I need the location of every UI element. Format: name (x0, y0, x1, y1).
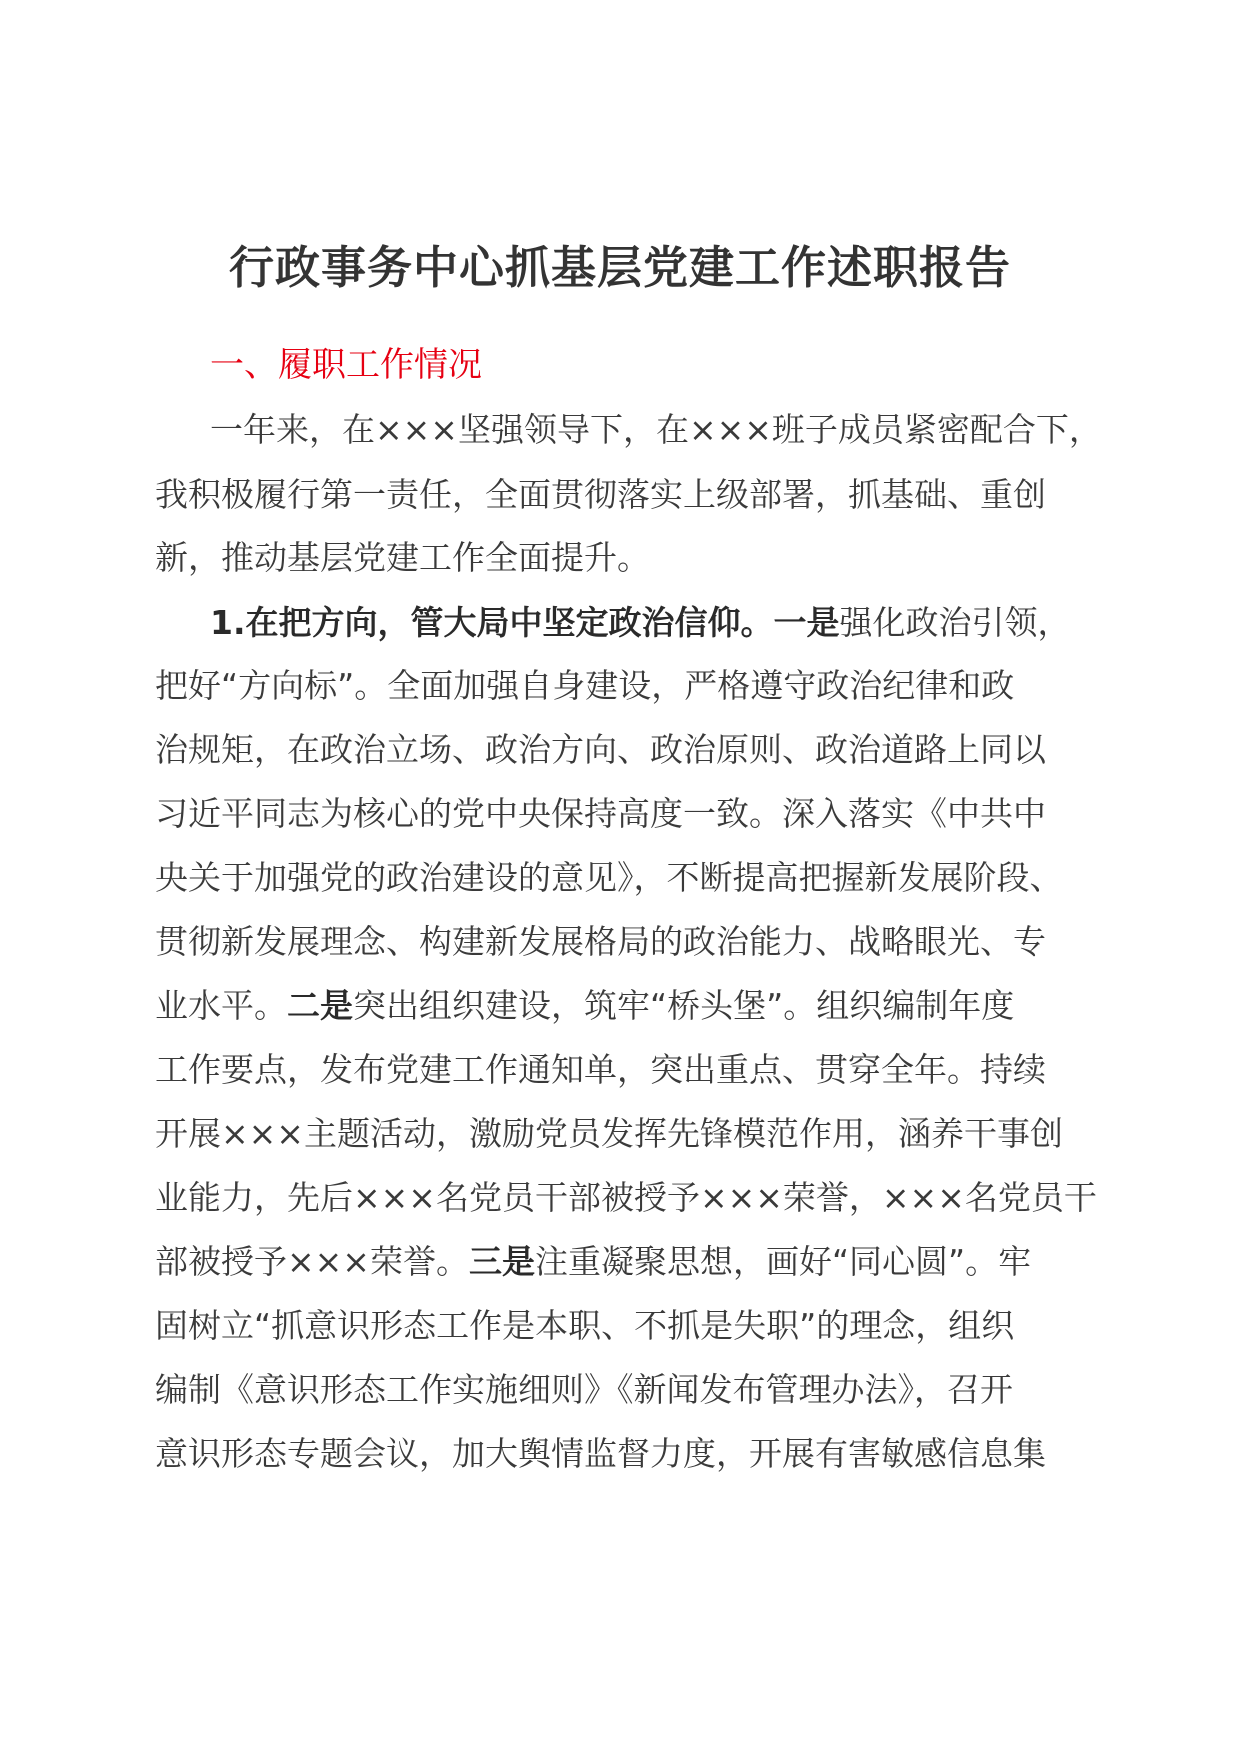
point1-line-8: 工作要点，发布党建工作通知单，突出重点、贯穿全年。持续 (155, 1050, 1046, 1089)
item2-lead: 突出组织建设，筑牢“桥头堡”。组织编制年度 (353, 986, 1015, 1025)
document-title: 行政事务中心抓基层党建工作述职报告 (228, 241, 1011, 294)
item3-lead: 注重凝聚思想，画好“同心圆”。牢 (534, 1242, 1032, 1281)
point1-line-10: 业能力，先后×××名党员干部被授予×××荣誉，×××名党员干 (155, 1178, 1097, 1217)
intro-line-2: 我积极履行第一责任，全面贯彻落实上级部署，抓基础、重创 (155, 475, 1046, 514)
intro-line-1: 一年来，在×××坚强领导下，在×××班子成员紧密配合下， (210, 410, 1102, 449)
point1-line-7 (155, 981, 1014, 1031)
item1-marker: 一是 (773, 603, 840, 642)
line7-prefix: 业水平。 (155, 986, 287, 1025)
point1-line-4: 习近平同志为核心的党中央保持高度一致。深入落实《中共中 (155, 794, 1046, 833)
point1-line-1 (210, 598, 1071, 648)
point1-line-13: 编制《意识形态工作实施细则》《新闻发布管理办法》，召开 (155, 1370, 1013, 1409)
point1-line-2: 把好“方向标”。全面加强自身建设，严格遵守政治纪律和政 (155, 666, 1015, 705)
point1-line-14: 意识形态专题会议，加大舆情监督力度，开展有害敏感信息集 (155, 1434, 1046, 1473)
item3-marker: 三是 (468, 1242, 535, 1281)
point1-line-9: 开展×××主题活动，激励党员发挥先锋模范作用，涵养干事创 (155, 1114, 1063, 1153)
section-heading-1: 一、履职工作情况 (210, 345, 482, 385)
point1-heading: 1.在把方向，管大局中坚定政治信仰。 (210, 603, 774, 642)
point1-line-5: 央关于加强党的政治建设的意见》，不断提高把握新发展阶段、 (155, 858, 1063, 897)
point1-line-11 (155, 1237, 1031, 1287)
intro-line-3: 新，推动基层党建工作全面提升。 (155, 538, 650, 577)
line11-prefix: 部被授予×××荣誉。 (155, 1242, 469, 1281)
point1-line-3: 治规矩，在政治立场、政治方向、政治原则、政治道路上同以 (155, 730, 1046, 769)
item1-lead: 强化政治引领， (839, 603, 1071, 642)
item2-marker: 二是 (287, 986, 353, 1025)
point1-line-6: 贯彻新发展理念、构建新发展格局的政治能力、战略眼光、专 (155, 922, 1046, 961)
point1-line-12: 固树立“抓意识形态工作是本职、不抓是失职”的理念，组织 (155, 1306, 1015, 1345)
